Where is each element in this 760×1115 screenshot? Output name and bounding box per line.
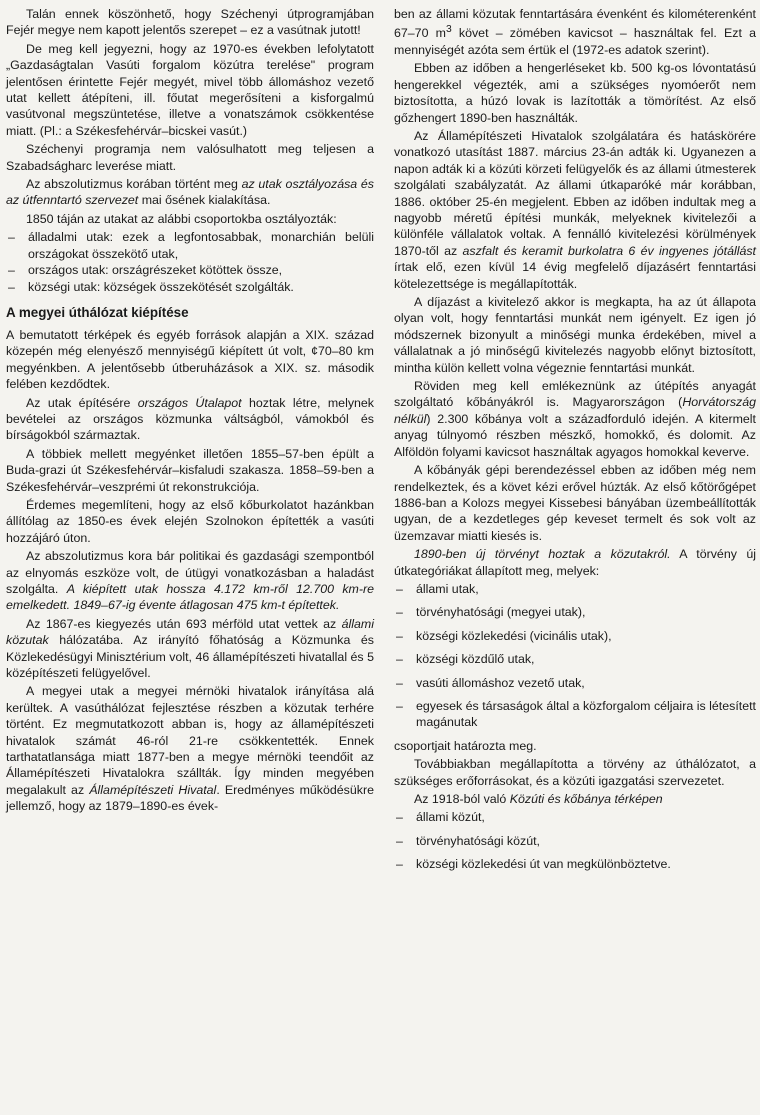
paragraph: De meg kell jegyezni, hogy az 1970-es években lefolytatott „Gazdaságtalan Vasúti forgalom közútra terelése" program jelentősen érintette Fejér megyét, mivel több állomáshoz vezető utat kellett átépíteni, ill. főutat megerősíteni a kisforgalmú vasútvonal megszüntetése, illetve a vonatszámok csökkentése miatt. (Pl.: a Székesfehérvár–bicskei vasút.): [6, 41, 374, 138]
paragraph: [6, 616, 374, 682]
text-run: Az 1918-ból való: [414, 792, 510, 806]
paragraph: Széchenyi programja nem valósulhatott meg teljesen a Szabadságharc leverése miatt.: [6, 142, 374, 173]
emphasis: országos Útalapot: [137, 395, 242, 410]
text-run: . Eredményes működésükre jellemző, hogy az 1879–1890-es évek-: [6, 782, 374, 814]
text-run: Az Államépítészeti Hivatalok szolgálatára és hatáskörére vonatkozó utasítást 1887. március 23-án adták ki. Ugyanezen a napon adták ki a közúti körzeti felügyelők és az állami útmesterek szolgálati szabályzatát. Az állami útkaparóké már korábban, 1886. október 25-én megjelent. Ebben az időben indultak meg a nagyobb méretű építési munkák, melyeknek kivitelezői a különféle vállalatok voltak. A fennálló kivitelezési körülmények 1870-től az: [394, 128, 756, 258]
text-run: mai ősének kialakítása.: [138, 193, 271, 208]
paragraph: [394, 378, 756, 460]
paragraph: A többiek mellett megyénket illetően 1855–57-ben épült a Buda-grazi út Székesfehérvár–kisfaludi szakasza. 1858–59-ben a Székesfehérvár–veszprémi út rekonstrukciója.: [6, 446, 374, 494]
list-item: – állami közút,: [394, 809, 756, 825]
paragraph: [6, 395, 374, 444]
emphasis: Közúti és kőbánya térképen: [509, 792, 663, 806]
right-column: [394, 6, 756, 880]
text-run: Az abszolutizmus korában történt meg: [26, 177, 242, 192]
text-run: Az utak építésére: [26, 395, 138, 410]
emphasis: Horvátország nélkül: [394, 395, 756, 426]
paragraph: csoportjait határozta meg.: [394, 738, 537, 753]
section-heading: A megyei úthálózat kiépítése: [6, 304, 189, 320]
paragraph: 1850 táján az utakat az alábbi csoportokba osztályozták:: [26, 211, 337, 226]
text-run: követ – zömében kavicsot – használtak fel. Ezt a mennyiségét azóta sem értük el (1972-es adatok szerint).: [394, 26, 756, 57]
paragraph: Ebben az időben a hengerléseket kb. 500 kg-os lóvontatású hengerekkel végezték, ami a szükséges nyomóerőt nem biztosította, a húzó lovak is lazították a tömörítést. Az első gőzhengert 1890-ben használták.: [394, 61, 756, 125]
list-item: – álladalmi utak: ezek a legfontosabbak, monarchián belüli országokat összekötő utak,: [6, 229, 374, 262]
emphasis: állami közutak: [6, 616, 374, 648]
list-item: – törvényhatósági (megyei utak),: [394, 604, 756, 620]
road-list-1918: [394, 809, 756, 872]
list-item: – községi közdűlő utak,: [394, 651, 756, 667]
paragraph: [394, 6, 756, 58]
paragraph: Érdemes megemlíteni, hogy az első kőburkolatot hazánkban állítólag az 1850-es évek elején Szolnokon építették a vasúti hozzájáró úton.: [6, 497, 374, 545]
superscript: 3: [445, 24, 452, 36]
road-category-list-1890: [394, 581, 756, 731]
list-item: – országos utak: országrészeket kötöttek össze,: [6, 262, 374, 278]
left-column: [6, 6, 374, 817]
emphasis: A kiépített utak hossza 4.172 km-ről 12.700 km-re emelkedett. 1849–67-ig évente átlagosan 475 km-t építettek.: [6, 582, 374, 613]
paragraph: [394, 791, 756, 807]
text-run: A megyei utak a megyei mérnöki hivatalok irányítása alá kerültek. A vasúthálózat fejlesztése részben a közutak terhére történt. Ez megmutatkozott abban is, hogy az államépítészeti hivatalok számát 46-ról 21-re csökkentették. Ennek tarthatatlansága miatt 1877-ben a megye mérnöki teendőit az Államépítészeti Hivatalokra szállták. Így minden megyében megalakult az: [6, 684, 374, 797]
text-run: írtak elő, ezen kívül 14 évig megfelelő díjazásért fenntartási kötelezettsége is megállapították.: [394, 260, 756, 291]
paragraph: A díjazást a kivitelező akkor is megkapta, ha az út állapota olyan volt, hogy fenntartási munkát nem igényelt. Ez igen jó módszernek bizonyult a minőségi munka érdekében, mivel a vállalatnak a jó minőségű kivitelezés nagyobb előnyt biztosított, mintha külön kellett volna végeznie fenntartási munkát.: [394, 295, 756, 375]
text-run: hoztak létre, melynek bevételei az országos közmunka váltságból, vámokból és bírságokból származtak.: [6, 395, 374, 443]
text-run: Az 1867-es kiegyezés után 693 mérföld utat vettek az: [26, 616, 342, 631]
emphasis: az utak osztályozása és az útfenntartó szervezet: [6, 177, 374, 208]
emphasis: Államépítészeti Hivatal: [89, 782, 217, 797]
paragraph: Talán ennek köszönhető, hogy Széchenyi útprogramjában Fejér megye nem kapott jelentős szerepet – ez a vasútnak jutott!: [6, 7, 374, 38]
text-run: ) 2.300 kőbánya volt a századforduló idején. A kitermelt anyag túlnyomó részben mészkő, homokkő, és dolomit. Az Alföldön folyami kavicsot használtak agyagos homokkal keverve.: [394, 411, 756, 459]
list-item: – egyesek és társaságok által a közforgalom céljaira is létesített magánutak: [394, 698, 756, 731]
paragraph: A kőbányák gépi berendezéssel ebben az időben még nem rendelkeztek, és a követ kézi erővel húzták. Az első kőtörőgépet 1886-ban a Kolozs megyei Kissebesi bányában üzembeállították ugyan, de a kezdetleges gép keveset termelt és sok volt az üzemzavar miatti kiesés is.: [394, 463, 756, 543]
paragraph: [6, 548, 374, 614]
text-run: ben az állami közutak fenntartására évenként és kilométerenként 67–70 m: [394, 7, 756, 41]
text-run: Az abszolutizmus kora bár politikai és gazdasági szempontból az elnyomás eszköze volt, de útügyi vonatkozásban a haladást szolgálta.: [6, 549, 374, 596]
list-item: – állami utak,: [394, 581, 756, 597]
paragraph: Továbbiakban megállapította a törvény az úthálózatot, a szükséges erőforrásokat, és a közúti igazgatási szervezetet.: [394, 757, 756, 788]
road-class-list-1850: [6, 229, 374, 295]
emphasis: 1890-ben új törvényt hoztak a közutakról.: [414, 547, 671, 562]
list-item: – községi közlekedési (vicinális utak),: [394, 628, 756, 644]
emphasis: aszfalt és keramit burkolatra 6 év ingyenes jótállást: [462, 243, 756, 258]
paragraph: [394, 128, 756, 292]
text-run: A törvény új útkategóriákat állapított meg, melyek:: [394, 547, 756, 578]
list-item: – községi utak: községek összekötését szolgálták.: [6, 279, 374, 295]
list-item: – törvényhatósági közút,: [394, 833, 756, 849]
paragraph: [6, 176, 374, 209]
text-run: Röviden meg kell emlékeznünk az útépítés anyagát szolgáltató kőbányákról is. Magyarországon (: [394, 379, 756, 410]
paragraph: [6, 683, 374, 814]
list-item: – községi közlekedési út van megkülönböztetve.: [394, 856, 756, 872]
paragraph: A bemutatott térképek és egyéb források alapján a XIX. század közepén még elenyésző mennyiségű kiépített út volt, ¢70–80 km megyénkben. A jelentősebb útberuházások a XIX. sz. második felében kezdődtek.: [6, 327, 374, 392]
text-run: hálózatába. Az irányító főhatóság a Közmunka és Közlekedésügyi Minisztérium volt, 46 államépítészeti hivatallal és 5 középítészeti felügyelővel.: [6, 633, 374, 681]
list-item: – vasúti állomáshoz vezető utak,: [394, 675, 756, 691]
paragraph: [394, 546, 756, 579]
